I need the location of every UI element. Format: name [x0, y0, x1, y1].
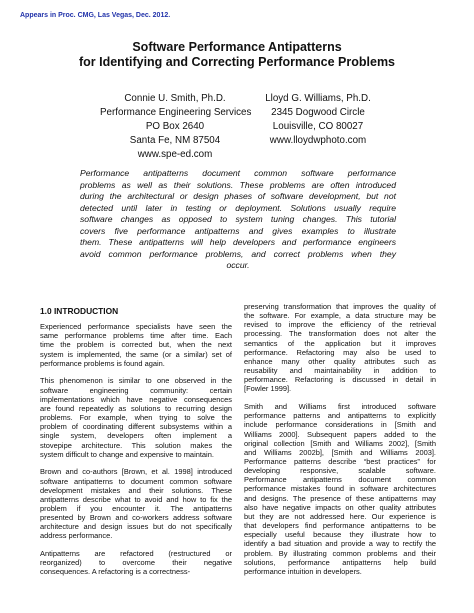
text-line: developing responsive, scalable software. — [244, 466, 436, 476]
text-line: are found repeatedly as solutions to recurring design — [40, 403, 232, 413]
text-line: [Fowler 1999]. — [244, 384, 292, 394]
text-line: performance patterns and antipatterns to explicitly — [244, 411, 436, 421]
text-line: reusability and maintainability in addition to — [244, 366, 436, 376]
text-line: consequences. A refactoring is a correctness- — [40, 567, 191, 577]
author-website: www.lloydwphoto.com — [269, 135, 367, 146]
text-line: include performance considerations in [Smith and — [244, 420, 436, 430]
text-line: system is implemented, the same (or a similar) set of — [40, 349, 232, 359]
text-line: stovepipe architecture. This solution makes the — [40, 440, 232, 450]
abstract — [80, 168, 396, 272]
text-line: performance mistakes found in software architectures — [244, 484, 436, 494]
author-name: Lloyd G. Williams, Ph.D. — [265, 93, 371, 104]
author-block-williams — [258, 92, 378, 148]
text-line: revised to improve the efficiency of the retrieval — [244, 320, 436, 330]
text-line: problems. For example, when trying to solve the — [40, 413, 232, 423]
body-paragraph — [40, 467, 232, 540]
text-line: software engineering community: certain — [40, 385, 232, 395]
paper-title — [0, 40, 474, 70]
text-line: the software. For example, a data structure may be — [244, 311, 436, 321]
author-block-smith — [100, 92, 250, 162]
text-line: processing. The transformation does not alter the — [244, 329, 436, 339]
author-website: www.spe-ed.com — [137, 149, 213, 160]
text-line: same performance problems time after time. Each — [40, 331, 232, 341]
text-line: but they are not addressed here. Our experience is — [244, 511, 436, 521]
text-line: and designs. The presence of these antipatterns may — [244, 493, 436, 503]
author-city: Santa Fe, NM 87504 — [129, 135, 221, 146]
title-line-2: for Identifying and Correcting Performance Problems — [78, 55, 396, 69]
text-line: architecture and design issues but do not specifically — [40, 522, 232, 532]
text-line: that developers find performance antipatterns to be — [244, 521, 436, 531]
text-line: software antipatterns to document common software — [40, 476, 232, 486]
left-column — [40, 307, 232, 585]
body-paragraph — [40, 376, 232, 458]
text-line: enhance many other quality attributes such as — [244, 356, 436, 366]
abstract-line: detected until later in testing or deployment. Solutions usually require — [80, 202, 396, 213]
author-address: 2345 Dogwood Circle — [271, 107, 365, 118]
body-paragraph — [244, 402, 436, 576]
text-line: preserving transformation that improves the quality of — [244, 302, 436, 311]
text-line: semantics of the application but it improves — [244, 338, 436, 348]
text-line: problem if you encounter it. The antipatterns — [40, 503, 232, 513]
text-line: problem of coordinating different subsystems within a — [40, 422, 232, 432]
title-line-1: Software Performance Antipatterns — [132, 40, 342, 54]
publication-note: Appears in Proc. CMG, Las Vegas, Dec. 2012. — [20, 12, 171, 19]
author-city: Louisville, CO 80027 — [272, 121, 364, 132]
abstract-line: them. These antipatterns will help developers and performance engineers — [80, 237, 396, 247]
text-line: address performance. — [40, 531, 113, 541]
text-line: Performance patterns describe “best practices” for — [244, 457, 436, 466]
abstract-line: occur. — [226, 260, 250, 270]
text-line: performance. Refactoring may also be used to — [244, 347, 436, 357]
body-paragraph — [40, 322, 232, 368]
section-heading: 1.0 INTRODUCTION — [40, 306, 119, 316]
text-line: reorganized) to overcome their negative — [40, 558, 232, 568]
right-column — [244, 302, 436, 585]
text-line: development mistakes and their solutions. These — [40, 485, 232, 495]
abstract-line: avoid common performance problems, and correct problems when they — [80, 248, 396, 259]
text-line: implementations which have negative consequences — [40, 394, 232, 404]
text-line: system difficult to change and expensive to maintain. — [40, 449, 214, 459]
text-line: and Williams 2002b], [Smith and Williams 2003]. — [244, 447, 436, 457]
text-line: Williams 2000]. Subsequent papers added to the — [244, 429, 436, 439]
text-line: time the problem is corrected but, when the next — [40, 340, 232, 350]
author-address: PO Box 2640 — [145, 121, 205, 132]
text-line: Performance antipatterns document common — [244, 475, 436, 485]
text-line: solutions, performance antipatterns help build — [244, 557, 436, 567]
abstract-line: problems as well as their solutions. These problems are often introduced — [80, 179, 396, 190]
text-line: performance problems is found again. — [40, 358, 165, 368]
text-line: Antipatterns are refactored (restructured or — [40, 549, 232, 559]
abstract-line: software changes as opposed to system tuning changes. This tutorial — [80, 214, 396, 224]
body-paragraph — [40, 549, 232, 576]
text-line: This phenomenon is similar to one observed in the — [40, 376, 232, 386]
text-line: Experienced performance specialists have seen the — [40, 322, 232, 332]
text-line: problem. By illustrating common problems and their — [244, 548, 436, 558]
text-line: also have negative impacts on other quality attributes — [244, 502, 436, 512]
text-line: Smith and Williams first introduced software — [244, 402, 436, 412]
abstract-line: Performance antipatterns document common software performance — [80, 168, 396, 178]
author-affiliation: Performance Engineering Services — [100, 107, 252, 118]
text-line: original collection [Smith and Williams 2002], [Smith — [244, 438, 436, 448]
text-line: performance intuition in developers. — [244, 566, 362, 576]
text-line: antipatterns describe what to avoid and how to fix the — [40, 494, 232, 504]
text-line: performance. Refactoring is discussed in detail in — [244, 375, 436, 385]
author-name: Connie U. Smith, Ph.D. — [124, 93, 226, 104]
abstract-line: during the architectural or design phases of software development, but not — [80, 191, 396, 201]
text-line: Brown and co-authors [Brown, et al. 1998] introduced — [40, 467, 232, 477]
text-line: presented by Brown and co-workers address software — [40, 513, 232, 523]
body-paragraph — [244, 302, 436, 394]
abstract-line: covers five performance antipatterns and gives examples to illustrate — [80, 225, 396, 236]
text-line: especially useful because they illustrate how to — [244, 530, 436, 540]
text-line: identify a bad situation and provide a way to rectify the — [244, 539, 436, 549]
text-line: single system, developers often implement a — [40, 431, 232, 441]
